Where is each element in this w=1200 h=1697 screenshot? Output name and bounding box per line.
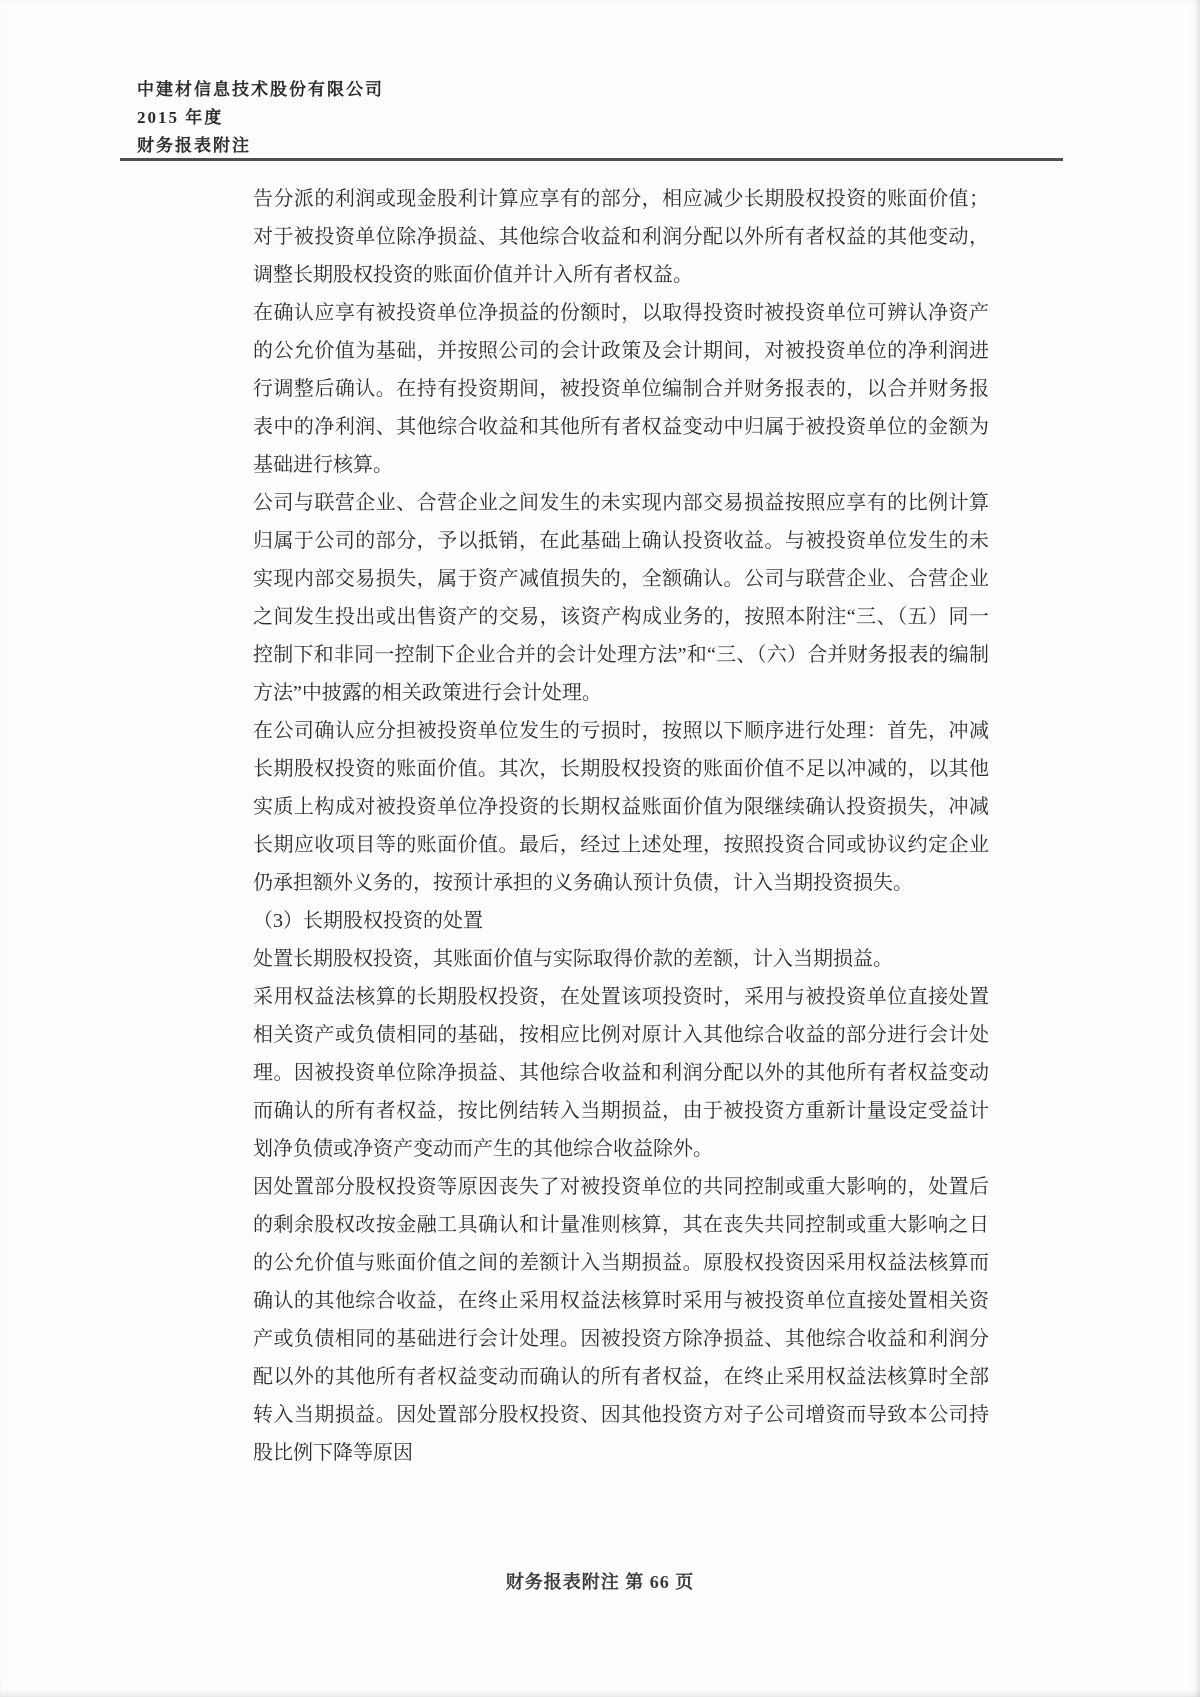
document-body: [253, 180, 989, 1472]
paragraph: 在确认应享有被投资单位净损益的份额时，以取得投资时被投资单位可辨认净资产的公允价值为基础，并按照公司的会计政策及会计期间，对被投资单位的净利润进行调整后确认。在持有投资期间，被投资单位编制合并财务报表的，以合并财务报表中的净利润、其他综合收益和其他所有者权益变动中归属于被投资单位的金额为基础进行核算。: [253, 302, 989, 476]
fiscal-year: 2015 年度: [137, 108, 224, 127]
header-divider: [120, 158, 1063, 161]
company-name: 中建材信息技术股份有限公司: [137, 80, 384, 99]
page-number-label: 财务报表附注 第 66 页: [505, 1572, 695, 1592]
section-heading: （3）长期股权投资的处置: [253, 910, 483, 932]
paragraph: 因处置部分股权投资等原因丧失了对被投资单位的共同控制或重大影响的，处置后的剩余股权改按金融工具确认和计量准则核算，其在丧失共同控制或重大影响之日的公允价值与账面价值之间的差额计入当期损益。原股权投资因采用权益法核算而确认的其他综合收益，在终止采用权益法核算时采用与被投资单位直接处置相关资产或负债相同的基础进行会计处理。因被投资方除净损益、其他综合收益和利润分配以外的其他所有者权益变动而确认的所有者权益，在终止采用权益法核算时全部转入当期损益。因处置部分股权投资、因其他投资方对子公司增资而导致本公司持股比例下降等原因: [253, 1176, 989, 1464]
document-title: 财务报表附注: [137, 136, 251, 155]
paragraph: 采用权益法核算的长期股权投资，在处置该项投资时，采用与被投资单位直接处置相关资产或负债相同的基础，按相应比例对原计入其他综合收益的部分进行会计处理。因被投资单位除净损益、其他综合收益和利润分配以外的其他所有者权益变动而确认的所有者权益，按比例结转入当期损益，由于被投资方重新计量设定受益计划净负债或净资产变动而产生的其他综合收益除外。: [253, 986, 989, 1160]
page-footer: [0, 1568, 1200, 1594]
paragraph: 告分派的利润或现金股利计算应享有的部分，相应减少长期股权投资的账面价值；对于被投资单位除净损益、其他综合收益和利润分配以外所有者权益的其他变动，调整长期股权投资的账面价值并计入所有者权益。: [253, 188, 989, 286]
paragraph: 处置长期股权投资，其账面价值与实际取得价款的差额，计入当期损益。: [253, 948, 893, 970]
page-header: [137, 76, 384, 160]
paragraph: 在公司确认应分担被投资单位发生的亏损时，按照以下顺序进行处理：首先，冲减长期股权投资的账面价值。其次，长期股权投资的账面价值不足以冲减的，以其他实质上构成对被投资单位净投资的长期权益账面价值为限继续确认投资损失，冲减长期应收项目等的账面价值。最后，经过上述处理，按照投资合同或协议约定企业仍承担额外义务的，按预计承担的义务确认预计负债，计入当期投资损失。: [253, 720, 989, 894]
paragraph: 公司与联营企业、合营企业之间发生的未实现内部交易损益按照应享有的比例计算归属于公司的部分，予以抵销，在此基础上确认投资收益。与被投资单位发生的未实现内部交易损失，属于资产减值损失的，全额确认。公司与联营企业、合营企业之间发生投出或出售资产的交易，该资产构成业务的，按照本附注“三、（五）同一控制下和非同一控制下企业合并的会计处理方法”和“三、（六）合并财务报表的编制方法”中披露的相关政策进行会计处理。: [253, 492, 989, 704]
